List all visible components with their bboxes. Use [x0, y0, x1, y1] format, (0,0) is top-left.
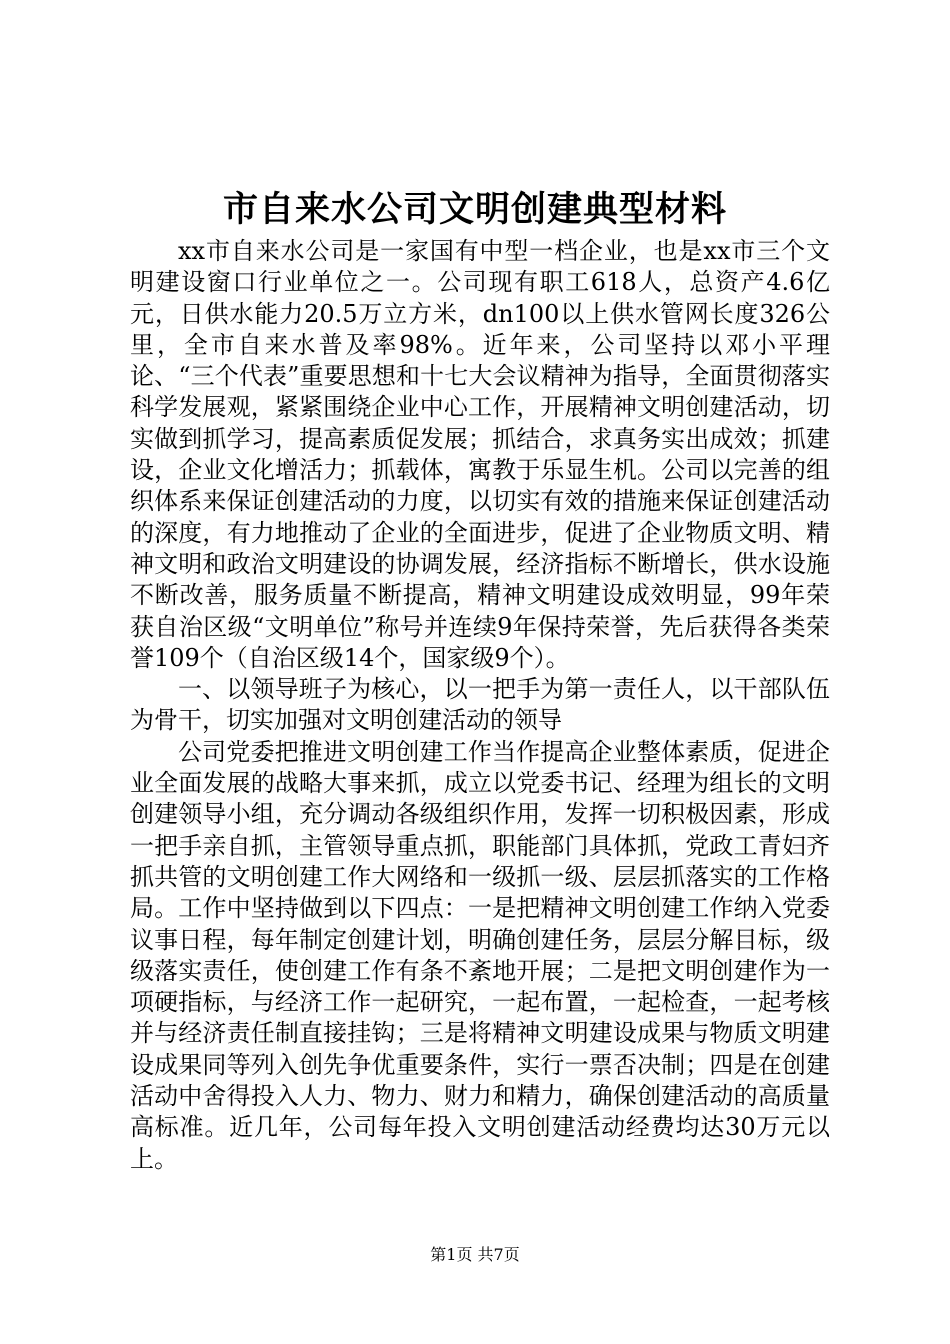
document-body — [130, 236, 830, 1175]
page-number: 第1页 共7页 — [430, 1245, 520, 1264]
paragraph-intro: xx市自来水公司是一家国有中型一档企业，也是xx市三个文明建设窗口行业单位之一。公司现有职工618人，总资产4.6亿元，日供水能力20.5万立方米，dn100以上供水管网长度326公里，全市自来水普及率98%。近年来，公司坚持以邓小平理论、“三个代表”重要思想和十七大会议精神为指导，全面贯彻落实科学发展观，紧紧围绕企业中心工作，开展精神文明创建活动，切实做到抓学习，提高素质促发展；抓结合，求真务实出成效；抓建设，企业文化增活力；抓载体，寓教于乐显生机。公司以完善的组织体系来保证创建活动的力度，以切实有效的措施来保证创建活动的深度，有力地推动了企业的全面进步，促进了企业物质文明、精神文明和政治文明建设的协调发展，经济指标不断增长，供水设施不断改善，服务质量不断提高，精神文明建设成效明显，99年荣获自治区级“文明单位”称号并连续9年保持荣誉，先后获得各类荣誉109个（自治区级14个，国家级9个）。 — [130, 237, 830, 672]
section-heading-1: 一、以领导班子为核心，以一把手为第一责任人，以干部队伍为骨干，切实加强对文明创建活动的领导 — [130, 675, 830, 735]
document-title: 市自来水公司文明创建典型材料 — [222, 189, 727, 230]
paragraph-section-1: 公司党委把推进文明创建工作当作提高企业整体素质，促进企业全面发展的战略大事来抓，成立以党委书记、经理为组长的文明创建领导小组，充分调动各级组织作用，发挥一切积极因素，形成一把手亲自抓，主管领导重点抓，职能部门具体抓，党政工青妇齐抓共管的文明创建工作大网络和一级抓一级、层层抓落实的工作格局。工作中坚持做到以下四点：一是把精神文明创建工作纳入党委议事日程，每年制定创建计划，明确创建任务，层层分解目标，级级落实责任，使创建工作有条不紊地开展；二是把文明创建作为一项硬指标，与经济工作一起研究，一起布置，一起检查，一起考核并与经济责任制直接挂钩；三是将精神文明建设成果与物质文明建设成果同等列入创先争优重要条件，实行一票否决制；四是在创建活动中舍得投入人力、物力、财力和精力，确保创建活动的高质量高标准。近几年，公司每年投入文明创建活动经费均达30万元以上。 — [130, 737, 830, 1173]
